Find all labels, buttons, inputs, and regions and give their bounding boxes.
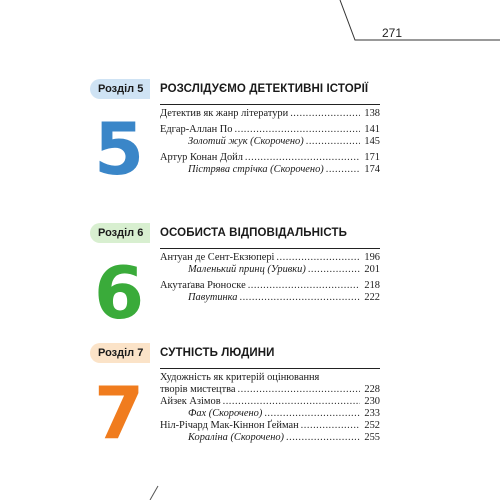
entry-page: 196: [364, 252, 380, 263]
entry-label: творів мистецтва: [160, 384, 236, 395]
section-title: ОСОБИСТА ВІДПОВІДАЛЬНІСТЬ: [160, 227, 347, 239]
toc-entry[interactable]: [160, 372, 380, 396]
entry-label: Едгар-Аллан По: [160, 124, 233, 135]
section-6: [90, 223, 380, 335]
section-tag: Розділ 5: [90, 79, 150, 99]
entry-page: 138: [364, 108, 380, 119]
section-number: 5: [94, 107, 145, 191]
entry-page: 171: [364, 152, 380, 163]
dot-leader: [326, 164, 360, 176]
page-number: 271: [382, 26, 403, 40]
section-title: СУТНІСТЬ ЛЮДИНИ: [160, 347, 275, 359]
entry-page: 174: [364, 164, 380, 175]
toc-entry[interactable]: [160, 292, 380, 304]
entry-label: Айзек Азімов: [160, 396, 221, 407]
entry-label: Маленький принц (Уривки): [188, 264, 306, 275]
entry-page: 141: [364, 124, 380, 135]
toc-entry[interactable]: [160, 396, 380, 408]
entry-label: Акутаґава Рюноске: [160, 280, 246, 291]
dot-leader: [248, 280, 360, 292]
toc-entry[interactable]: [160, 280, 380, 292]
entry-page: 228: [364, 384, 380, 395]
entry-page: 252: [364, 420, 380, 431]
entry-page: 218: [364, 280, 380, 291]
dot-leader: [306, 136, 360, 148]
entry-label: Артур Конан Дойл: [160, 152, 243, 163]
section-number: 7: [94, 371, 145, 455]
section-7: [90, 343, 380, 463]
entry-label: Золотий жук (Скорочено): [188, 136, 304, 147]
section-number: 6: [94, 251, 145, 335]
section-5: [90, 79, 380, 189]
dot-leader: [308, 264, 360, 276]
entry-page: 255: [364, 432, 380, 443]
toc-entry[interactable]: [160, 164, 380, 176]
entry-page: 145: [364, 136, 380, 147]
dot-leader: [286, 432, 360, 444]
entry-page: 230: [364, 396, 380, 407]
section-tag: Розділ 6: [90, 223, 150, 243]
toc-entry[interactable]: [160, 264, 380, 276]
section-title: РОЗСЛІДУЄМО ДЕТЕКТИВНІ ІСТОРІЇ: [160, 83, 369, 95]
entry-page: 222: [364, 292, 380, 303]
toc-entry[interactable]: [160, 108, 380, 120]
dot-leader: [301, 420, 360, 432]
toc-entry[interactable]: [160, 432, 380, 444]
toc-entry[interactable]: [160, 252, 380, 264]
toc-entry[interactable]: [160, 152, 380, 164]
section-tag: Розділ 7: [90, 343, 150, 363]
toc-entries: [160, 248, 380, 304]
entry-page: 233: [364, 408, 380, 419]
entry-label: Пістрява стрічка (Скорочено): [188, 164, 324, 175]
entry-label: Фах (Скорочено): [188, 408, 263, 419]
dot-leader: [264, 408, 360, 420]
dot-leader: [239, 292, 360, 304]
toc-entries: [160, 104, 380, 176]
toc-entry[interactable]: [160, 420, 380, 432]
entry-label-line1: Художність як критерій оцінювання: [160, 372, 320, 383]
dot-leader: [245, 152, 360, 164]
dot-leader: [276, 252, 360, 264]
toc-entry[interactable]: [160, 136, 380, 148]
dot-leader: [290, 108, 360, 120]
dot-leader: [223, 396, 360, 408]
toc-entry[interactable]: [160, 124, 380, 136]
entry-label: Кораліна (Скорочено): [188, 432, 285, 443]
toc-entries: [160, 368, 380, 444]
entry-label: Антуан де Сент-Екзюпері: [160, 252, 275, 263]
dot-leader: [238, 384, 360, 396]
dot-leader: [235, 124, 360, 136]
toc-entry[interactable]: [160, 408, 380, 420]
entry-page: 201: [364, 264, 380, 275]
entry-label: Ніл-Річард Мак-Кіннон Ґейман: [160, 420, 299, 431]
entry-label: Детектив як жанр літератури: [160, 108, 289, 119]
entry-label: Павутинка: [188, 292, 238, 303]
